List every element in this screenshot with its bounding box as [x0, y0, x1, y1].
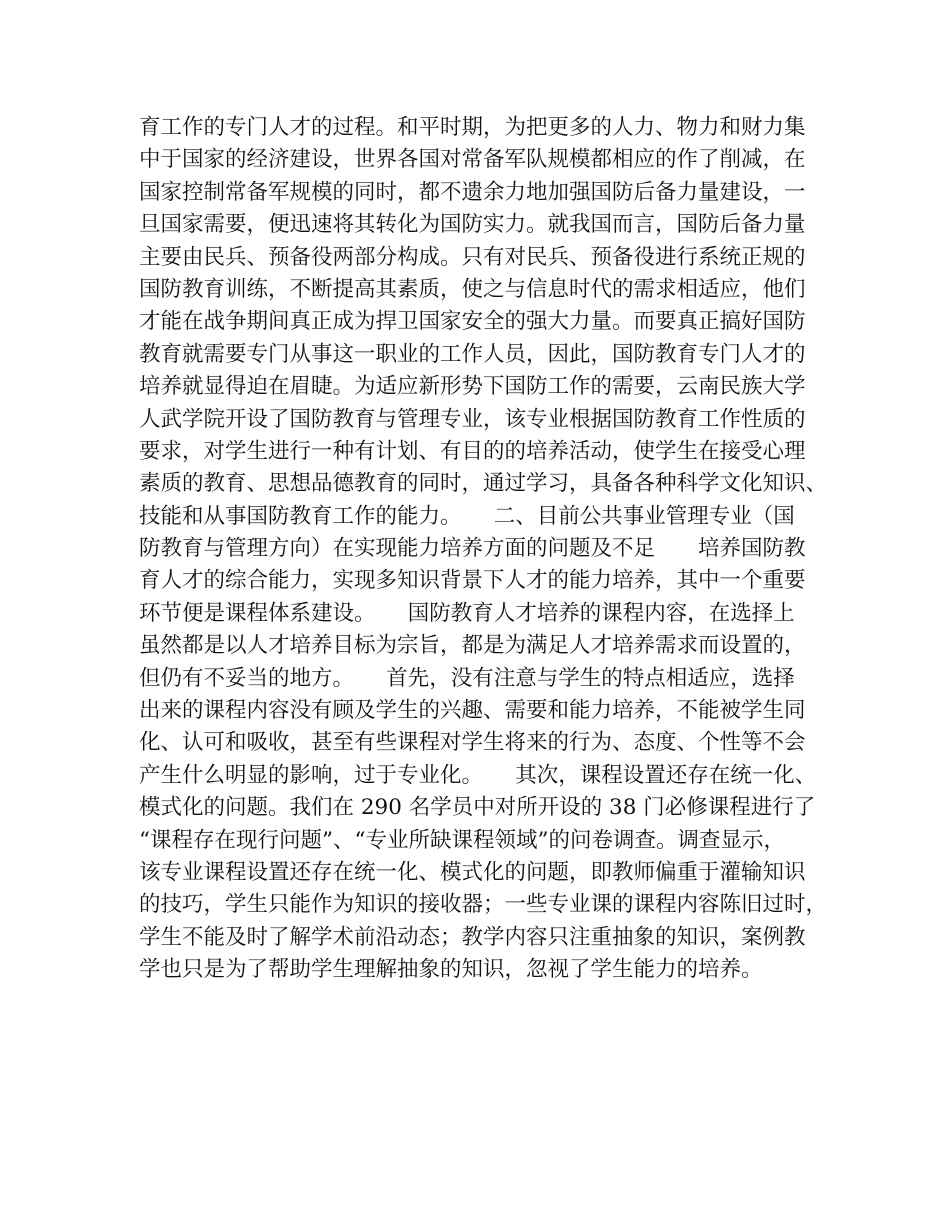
text-line: 虽然都是以人才培养目标为宗旨，都是为满足人才培养需求而设置的，: [139, 633, 806, 659]
text-line: 教育就需要专门从事这一职业的工作人员，因此，国防教育专门人才的: [139, 341, 806, 367]
text-line: 旦国家需要，便迅速将其转化为国防实力。就我国而言，国防后备力量: [139, 212, 806, 238]
text-line: 模式化的问题。我们在 290 名学员中对所开设的 38 门必修课程进行了: [139, 795, 816, 821]
text-line: 化、认可和吸收，甚至有些课程对学生将来的行为、态度、个性等不会: [139, 730, 806, 756]
text-line: 国防教育训练，不断提高其素质，使之与信息时代的需求相适应，他们: [139, 276, 806, 302]
text-line: 国家控制常备军规模的同时，都不遗余力地加强国防后备力量建设，一: [139, 179, 806, 205]
text-line: 才能在战争期间真正成为捍卫国家安全的强大力量。而要真正搞好国防: [139, 309, 806, 335]
text-line: “课程存在现行问题”、“专业所缺课程领域”的问卷调查。调查显示，: [139, 827, 785, 853]
text-line: 该专业课程设置还存在统一化、模式化的问题，即教师偏重于灌输知识: [139, 859, 806, 885]
text-line: 学也只是为了帮助学生理解抽象的知识，忽视了学生能力的培养。: [139, 957, 763, 983]
text-line: 技能和从事国防教育工作的能力。 二、目前公共事业管理专业（国: [139, 503, 795, 529]
text-line: 的技巧，学生只能作为知识的接收器；一些专业课的课程内容陈旧过时，: [139, 892, 828, 918]
text-line: 中于国家的经济建设，世界各国对常备军队规模都相应的作了削减，在: [139, 147, 806, 173]
text-line: 培养就显得迫在眉睫。为适应新形势下国防工作的需要，云南民族大学: [139, 374, 806, 400]
text-line: 人武学院开设了国防教育与管理专业，该专业根据国防教育工作性质的: [139, 406, 806, 432]
text-line: 环节便是课程体系建设。 国防教育人才培养的课程内容，在选择上: [139, 600, 795, 626]
text-line: 学生不能及时了解学术前沿动态；教学内容只注重抽象的知识，案例教: [139, 924, 806, 950]
text-line: 育工作的专门人才的过程。和平时期，为把更多的人力、物力和财力集: [139, 115, 806, 140]
text-line: 产生什么明显的影响，过于专业化。 其次，课程设置还存在统一化、: [139, 762, 817, 788]
text-line: 要求，对学生进行一种有计划、有目的的培养活动，使学生在接受心理: [139, 438, 806, 464]
text-line: 育人才的综合能力，实现多知识背景下人才的能力培养，其中一个重要: [139, 568, 806, 594]
text-line: 主要由民兵、预备役两部分构成。只有对民兵、预备役进行系统正规的: [139, 244, 806, 270]
text-line: 防教育与管理方向）在实现能力培养方面的问题及不足 培养国防教: [139, 536, 806, 562]
text-line: 出来的课程内容没有顾及学生的兴趣、需要和能力培养，不能被学生同: [139, 698, 806, 724]
text-line: 素质的教育、思想品德教育的同时，通过学习，具备各种科学文化知识、: [139, 471, 828, 497]
text-line: 但仍有不妥当的地方。 首先，没有注意与学生的特点相适应，选择: [139, 665, 795, 691]
body-text: [139, 112, 839, 987]
